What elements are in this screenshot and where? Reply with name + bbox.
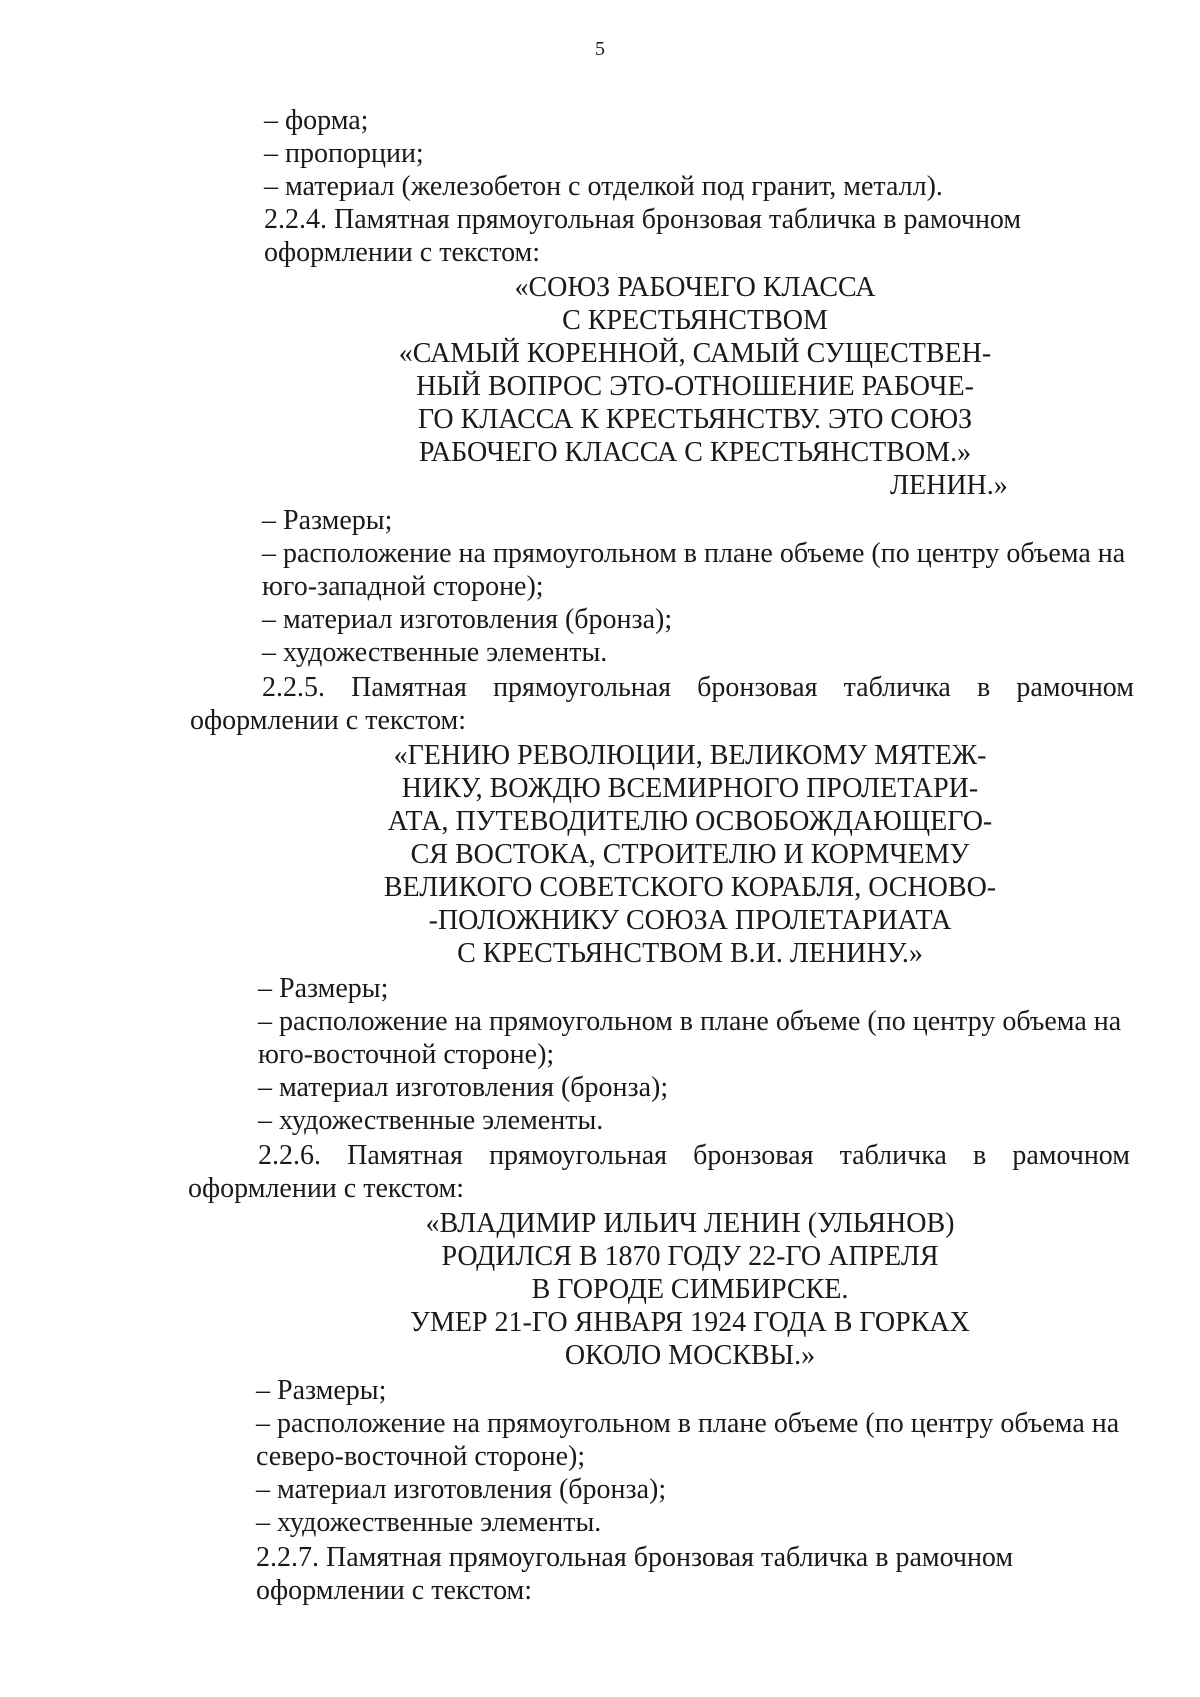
list-item: – материал изготовления (бронза);: [262, 604, 673, 635]
quote-line: В ГОРОДЕ СИМБИРСКЕ.: [531, 1274, 849, 1305]
quote-line: «ВЛАДИМИР ИЛЬИЧ ЛЕНИН (УЛЬЯНОВ): [425, 1208, 955, 1239]
list-item: – Размеры;: [258, 973, 389, 1004]
list-item: северо-восточной стороне);: [256, 1441, 586, 1472]
quote-line: РОДИЛСЯ В 1870 ГОДУ 22-ГО АПРЕЛЯ: [441, 1241, 939, 1272]
list-item: – художественные элементы.: [256, 1507, 602, 1538]
list-item: – пропорции;: [264, 138, 424, 169]
quote-line: ГО КЛАССА К КРЕСТЬЯНСТВУ. ЭТО СОЮЗ: [417, 404, 973, 435]
list-item: – материал изготовления (бронза);: [256, 1474, 667, 1505]
list-item: – материал изготовления (бронза);: [258, 1072, 669, 1103]
list-item: – художественные элементы.: [258, 1105, 604, 1136]
section-heading: оформлении с текстом:: [264, 237, 541, 268]
list-item: – Размеры;: [256, 1375, 387, 1406]
quote-line: СЯ ВОСТОКА, СТРОИТЕЛЮ И КОРМЧЕМУ: [410, 839, 970, 870]
quote-line: ОКОЛО МОСКВЫ.»: [564, 1340, 816, 1371]
quote-line: АТА, ПУТЕВОДИТЕЛЮ ОСВОБОЖДАЮЩЕГО-: [387, 806, 993, 837]
section-heading: 2.2.5. Памятная прямоугольная бронзовая табличка в рамочном: [262, 672, 1134, 703]
section-heading: оформлении с текстом:: [190, 705, 467, 736]
quote-line: С КРЕСТЬЯНСТВОМ: [562, 305, 828, 336]
section-heading: 2.2.4. Памятная прямоугольная бронзовая табличка в рамочном: [264, 204, 1022, 235]
section-heading: оформлении с текстом:: [188, 1173, 465, 1204]
section-heading: 2.2.6. Памятная прямоугольная бронзовая табличка в рамочном: [258, 1140, 1130, 1171]
quote-signature: ЛЕНИН.»: [890, 470, 1008, 501]
quote-line: С КРЕСТЬЯНСТВОМ В.И. ЛЕНИНУ.»: [457, 938, 923, 969]
list-item: юго-западной стороне);: [262, 571, 544, 602]
list-item: – расположение на прямоугольном в плане объеме (по центру объема на: [258, 1006, 1122, 1037]
quote-line: «САМЫЙ КОРЕННОЙ, САМЫЙ СУЩЕСТВЕН-: [398, 338, 992, 369]
page-number: 5: [595, 38, 605, 60]
section-heading: 2.2.7. Памятная прямоугольная бронзовая табличка в рамочном: [256, 1542, 1014, 1573]
list-item: – Размеры;: [262, 505, 393, 536]
list-item: – форма;: [264, 105, 369, 136]
quote-line: РАБОЧЕГО КЛАССА С КРЕСТЬЯНСТВОМ.»: [418, 437, 972, 468]
list-item: – материал (железобетон с отделкой под гранит, металл).: [264, 171, 943, 202]
section-heading: оформлении с текстом:: [256, 1575, 533, 1606]
quote-line: ВЕЛИКОГО СОВЕТСКОГО КОРАБЛЯ, ОСНОВО-: [383, 872, 997, 903]
list-item: – расположение на прямоугольном в плане объеме (по центру объема на: [256, 1408, 1120, 1439]
quote-line: УМЕР 21-ГО ЯНВАРЯ 1924 ГОДА В ГОРКАХ: [410, 1307, 970, 1338]
list-item: – расположение на прямоугольном в плане объеме (по центру объема на: [262, 538, 1126, 569]
list-item: юго-восточной стороне);: [258, 1039, 555, 1070]
quote-line: «ГЕНИЮ РЕВОЛЮЦИИ, ВЕЛИКОМУ МЯТЕЖ-: [393, 740, 987, 771]
quote-line: НИКУ, ВОЖДЮ ВСЕМИРНОГО ПРОЛЕТАРИ-: [401, 773, 979, 804]
list-item: – художественные элементы.: [262, 637, 608, 668]
quote-line: «СОЮЗ РАБОЧЕГО КЛАССА: [514, 272, 876, 303]
quote-line: -ПОЛОЖНИКУ СОЮЗА ПРОЛЕТАРИАТА: [428, 905, 952, 936]
quote-line: НЫЙ ВОПРОС ЭТО-ОТНОШЕНИЕ РАБОЧЕ-: [416, 371, 974, 402]
